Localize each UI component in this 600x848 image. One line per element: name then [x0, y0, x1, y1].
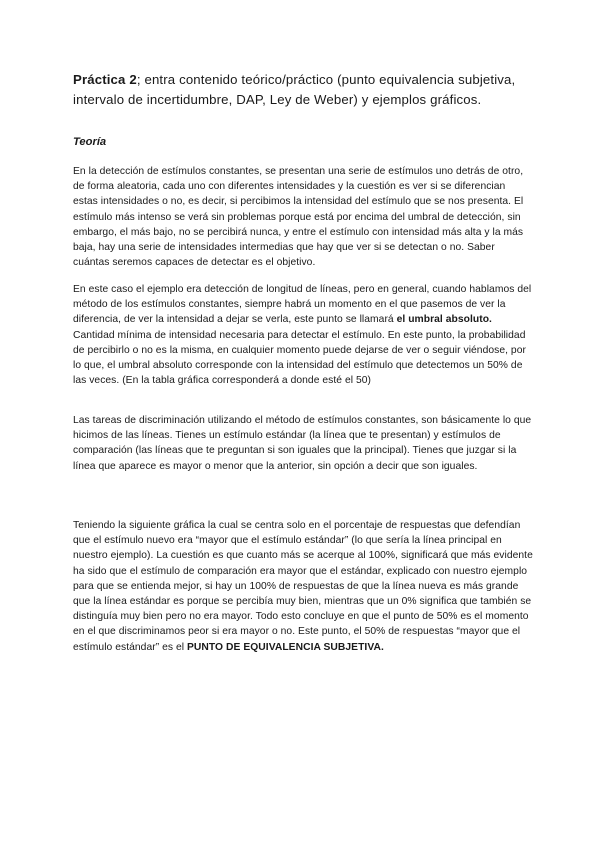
paragraph-2-text-a: En este caso el ejemplo era detección de longitud de líneas, pero en general, cuando hablamos del método de los estímulos constantes, siempre habrá un momento en el que pasemos de ver la diferencia, de ver la intensidad a dejar se verla, este punto se llamará — [73, 284, 532, 326]
paragraph-2 — [73, 282, 533, 388]
document-title — [73, 70, 543, 110]
paragraph-1: En la detección de estímulos constantes, se presentan una serie de estímulos uno detrás de otro, de forma aleatoria, cada uno con diferentes intensidades y la cuestión es ver si se diferencian estas intensidades o no, es decir, si percibimos la intensidad del estímulo que se nos presenta. El estímulo más intenso se verá sin problemas porque está por encima del umbral de detección, sin embargo, el más bajo, no se percibirá nunca, y entre el estímulo con intensidad más alta y la más baja, hay una serie de intensidades intermedias que hay que ver si se detectan o no. Saber cuántas seremos capaces de detectar es el objetivo. — [73, 166, 524, 269]
paragraph-4 — [73, 518, 533, 655]
paragraph-3: Las tareas de discriminación utilizando el método de estímulos constantes, son básicamente lo que hicimos de las líneas. Tienes un estímulo estándar (la línea que te presentan) y estímulos de comparación (las líneas que te preguntan si son iguales que la principal). Tienes que juzgar si la línea que aparece es mayor o menor que la anterior, sin opción a decir que son iguales. — [73, 415, 532, 472]
paragraph-4-text: Teniendo la siguiente gráfica la cual se centra solo en el porcentaje de respuestas que defendían que el estímulo nuevo era “mayor que el estímulo estándar” (lo que sería la línea principal en nuestro ejemplo). La cuestión es que cuanto más se acerque al 100%, significará que más evidente ha sido que el estímulo de comparación era mayor que el estándar, explicado con nuestro ejemplo para que se entienda mejor, si hay un 100% de respuestas de que la línea nueva es más grande que la línea estándar es porque se percibía muy bien, mientras que un 0% significa que también se distinguía muy bien pero no era mayor. Todo esto concluye en que el punto de 50% es el momento en el que discriminamos peor si era mayor o no. Este punto, el 50% de respuestas “mayor que el estímulo estándar” es el — [73, 520, 533, 653]
paragraph-2-text-b: Cantidad mínima de intensidad necesaria para detectar el estímulo. En este punto, la probabilidad de percibirlo o no es la misma, en cualquier momento puede dejarse de ver o seguir viéndose, por lo que, el umbral absoluto corresponde con la intensidad del estímulo que detectemos un 50% de las veces. (En la tabla gráfica corresponderá a donde esté el 50) — [73, 329, 526, 387]
paragraph-4-bold: PUNTO DE EQUIVALENCIA SUBJETIVA. — [187, 641, 384, 653]
paragraph-2-bold: el umbral absoluto. — [396, 314, 492, 326]
title-bold: Práctica 2 — [73, 72, 137, 87]
section-heading: Teoría — [73, 136, 107, 148]
title-rest: ; entra contenido teórico/práctico (punto equivalencia subjetiva, intervalo de incertidumbre, DAP, Ley de Weber) y ejemplos gráficos. — [73, 72, 516, 107]
